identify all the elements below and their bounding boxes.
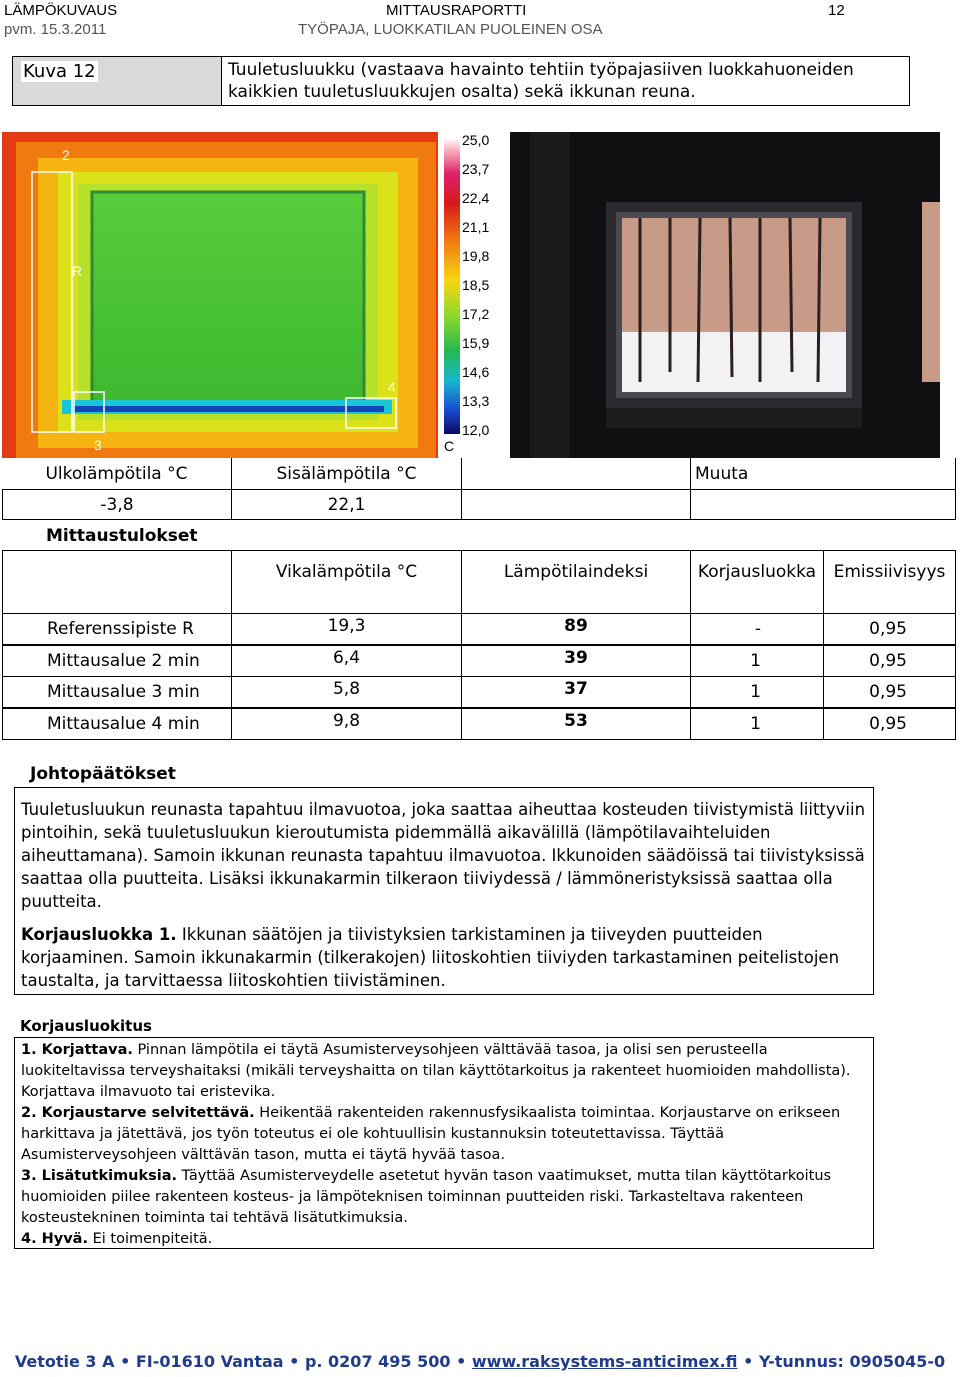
row-emissivity: 0,95 (823, 676, 956, 708)
scale-unit: C (444, 438, 455, 454)
outdoor-temp-value: -3,8 (2, 489, 232, 520)
conclusions-title: Johtopäätökset (30, 764, 176, 784)
row-index: 39 (461, 645, 691, 677)
classification-item (21, 1229, 867, 1250)
thermal-image (2, 132, 438, 458)
footer: Vetotie 3 A • FI-01610 Vantaa • p. 0207 495 500 • www.raksystems-anticimex.fi • Y-tunnus: 0905045-0 (14, 1352, 946, 1371)
conclusions-class-label: Korjausluokka 1. (21, 925, 177, 944)
row-name: Mittausalue 3 min (2, 676, 232, 708)
footer-postal: FI-01610 Vantaa (135, 1352, 284, 1371)
indoor-temp-value: 22,1 (231, 489, 462, 520)
row-index: 53 (461, 708, 691, 740)
conclusions-recommendation: Ikkunan säätöjen ja tiivistyksien tarkistaminen ja tiiveyden puutteiden korjaaminen. Samoin ikkunakarmin (tilkerakojen) liitoskohtien tiiviyden tarkastaminen peitelistojen taustalta, ja tarvittaessa liitoskohtien tiivistäminen. (21, 925, 840, 990)
temperature-scale (438, 132, 510, 458)
row-emissivity: 0,95 (823, 613, 956, 645)
scale-label: 22,4 (462, 190, 490, 206)
row-name: Referenssipiste R (2, 613, 232, 645)
footer-business-id: Y-tunnus: 0905045-0 (758, 1352, 946, 1371)
header-left-title: LÄMPÖKUVAUS (4, 2, 118, 19)
footer-address: Vetotie 3 A (14, 1352, 115, 1371)
caption-text: Tuuletusluukku (vastaava havainto tehtiin työpajasiiven luokkahuoneiden kaikkien tuuletusluukkujen osalta) sekä ikkunan reuna. (221, 57, 909, 105)
conditions-blank (461, 489, 691, 520)
caption-label: Kuva 12 (23, 61, 96, 82)
indoor-temp-label: Sisälämpötila °C (231, 458, 462, 490)
classification-item (21, 1040, 867, 1103)
scale-label: 13,3 (462, 393, 490, 409)
scale-label: 12,0 (462, 422, 490, 438)
conclusions-paragraph: Tuuletusluukun reunasta tapahtuu ilmavuotoa, joka saattaa aiheuttaa kosteuden tiivistymistä liittyviin pintoihin, sekä tuuletusluukun kieroutumista pidemmällä aikavälillä (lämpötilavaihteluiden aiheuttamana). Samoin ikkunan reunasta tapahtuu ilmavuotoa. Ikkunoiden säädöissä tai tiivistyksissä saattaa olla puutteita. Lisäksi ikkunakarmin tilkeraon tiiviydessä / lämmöneristyksissä saattaa olla puutteita. (21, 800, 866, 911)
scale-label: 14,6 (462, 364, 490, 380)
page-number: 12 (828, 2, 845, 19)
footer-phone: p. 0207 495 500 (304, 1352, 451, 1371)
scale-gradient-bar (444, 138, 460, 434)
row-index: 37 (461, 676, 691, 708)
header-center-subtitle: TYÖPAJA, LUOKKATILAN PUOLEINEN OSA (298, 21, 603, 38)
classification-text: Heikentää rakenteiden rakennusfysikaalista toimintaa. Korjaustarve on erikseen harkittava ja jätettävä, jos työn toteutus ei ole kohtuullisin kustannuksin toteutettavissa. Täyttää Asumisterveysohjeen välttävän tason, mutta ei täytä hyvää tasoa. (21, 1105, 841, 1163)
scale-label: 23,7 (462, 161, 490, 177)
row-class: 1 (690, 645, 824, 677)
column-header-temp: Vikalämpötila °C (231, 550, 462, 614)
scale-label: 25,0 (462, 132, 490, 148)
results-header-blank (2, 550, 232, 614)
scale-label: 15,9 (462, 335, 490, 351)
marker-2: 2 (62, 147, 70, 163)
row-emissivity: 0,95 (823, 645, 956, 677)
visual-photo (510, 132, 940, 458)
caption-box (12, 56, 910, 106)
classification-box (14, 1037, 874, 1249)
scale-label: 18,5 (462, 277, 490, 293)
classification-label: 2. Korjaustarve selvitettävä. (21, 1105, 255, 1121)
classification-text: Täyttää Asumisterveydelle asetetut hyvän tason vaatimukset, mutta tilan käyttötarkoitus huomioiden piilee rakenteen kosteus- ja lämpöteknisen toiminnan puutteiden riski. Tarkasteltava rakenteen kosteustekninen toiminta tai tehtävä lisätutkimuksia. (21, 1168, 832, 1226)
classification-text: Pinnan lämpötila ei täytä Asumisterveysohjeen välttävää tasoa, ja olisi sen perusteella luokiteltavissa terveyshaitaksi (mikäli terveyshaitta on tilan käyttötarkoitus ja rakenteet huomioiden mahdollista). Korjattava ilmavuoto tai eristevika. (21, 1042, 851, 1100)
marker-r: R (72, 263, 83, 279)
row-emissivity: 0,95 (823, 708, 956, 740)
classification-item (21, 1103, 867, 1166)
outdoor-temp-label: Ulkolämpötila °C (2, 458, 232, 490)
conclusions-box (14, 787, 874, 995)
column-header-emissivity: Emissiivisyys (823, 550, 956, 614)
footer-website-link[interactable]: www.raksystems-anticimex.fi (471, 1352, 738, 1371)
row-index: 89 (461, 613, 691, 645)
marker-4: 4 (388, 379, 396, 395)
header-center-title: MITTAUSRAPORTTI (386, 2, 527, 19)
row-class: - (690, 613, 824, 645)
results-title: Mittaustulokset (46, 526, 198, 546)
classification-title: Korjausluokitus (20, 1017, 152, 1035)
row-temp: 5,8 (231, 676, 462, 708)
conditions-empty-cell (461, 458, 691, 490)
row-name: Mittausalue 4 min (2, 708, 232, 740)
scale-label: 19,8 (462, 248, 490, 264)
row-temp: 19,3 (231, 613, 462, 645)
row-temp: 9,8 (231, 708, 462, 740)
classification-item (21, 1166, 867, 1229)
other-value (690, 489, 956, 520)
other-label: Muuta (690, 458, 956, 490)
column-header-class: Korjausluokka (690, 550, 824, 614)
scale-label: 17,2 (462, 306, 490, 322)
classification-label: 4. Hyvä. (21, 1231, 88, 1247)
classification-text: Ei toimenpiteitä. (92, 1231, 213, 1247)
row-class: 1 (690, 676, 824, 708)
column-header-index: Lämpötilaindeksi (461, 550, 691, 614)
row-name: Mittausalue 2 min (2, 645, 232, 677)
classification-label: 1. Korjattava. (21, 1042, 133, 1058)
classification-label: 3. Lisätutkimuksia. (21, 1168, 178, 1184)
marker-3: 3 (94, 437, 102, 453)
scale-label: 21,1 (462, 219, 490, 235)
row-class: 1 (690, 708, 824, 740)
header-date: pvm. 15.3.2011 (4, 21, 107, 38)
row-temp: 6,4 (231, 645, 462, 677)
